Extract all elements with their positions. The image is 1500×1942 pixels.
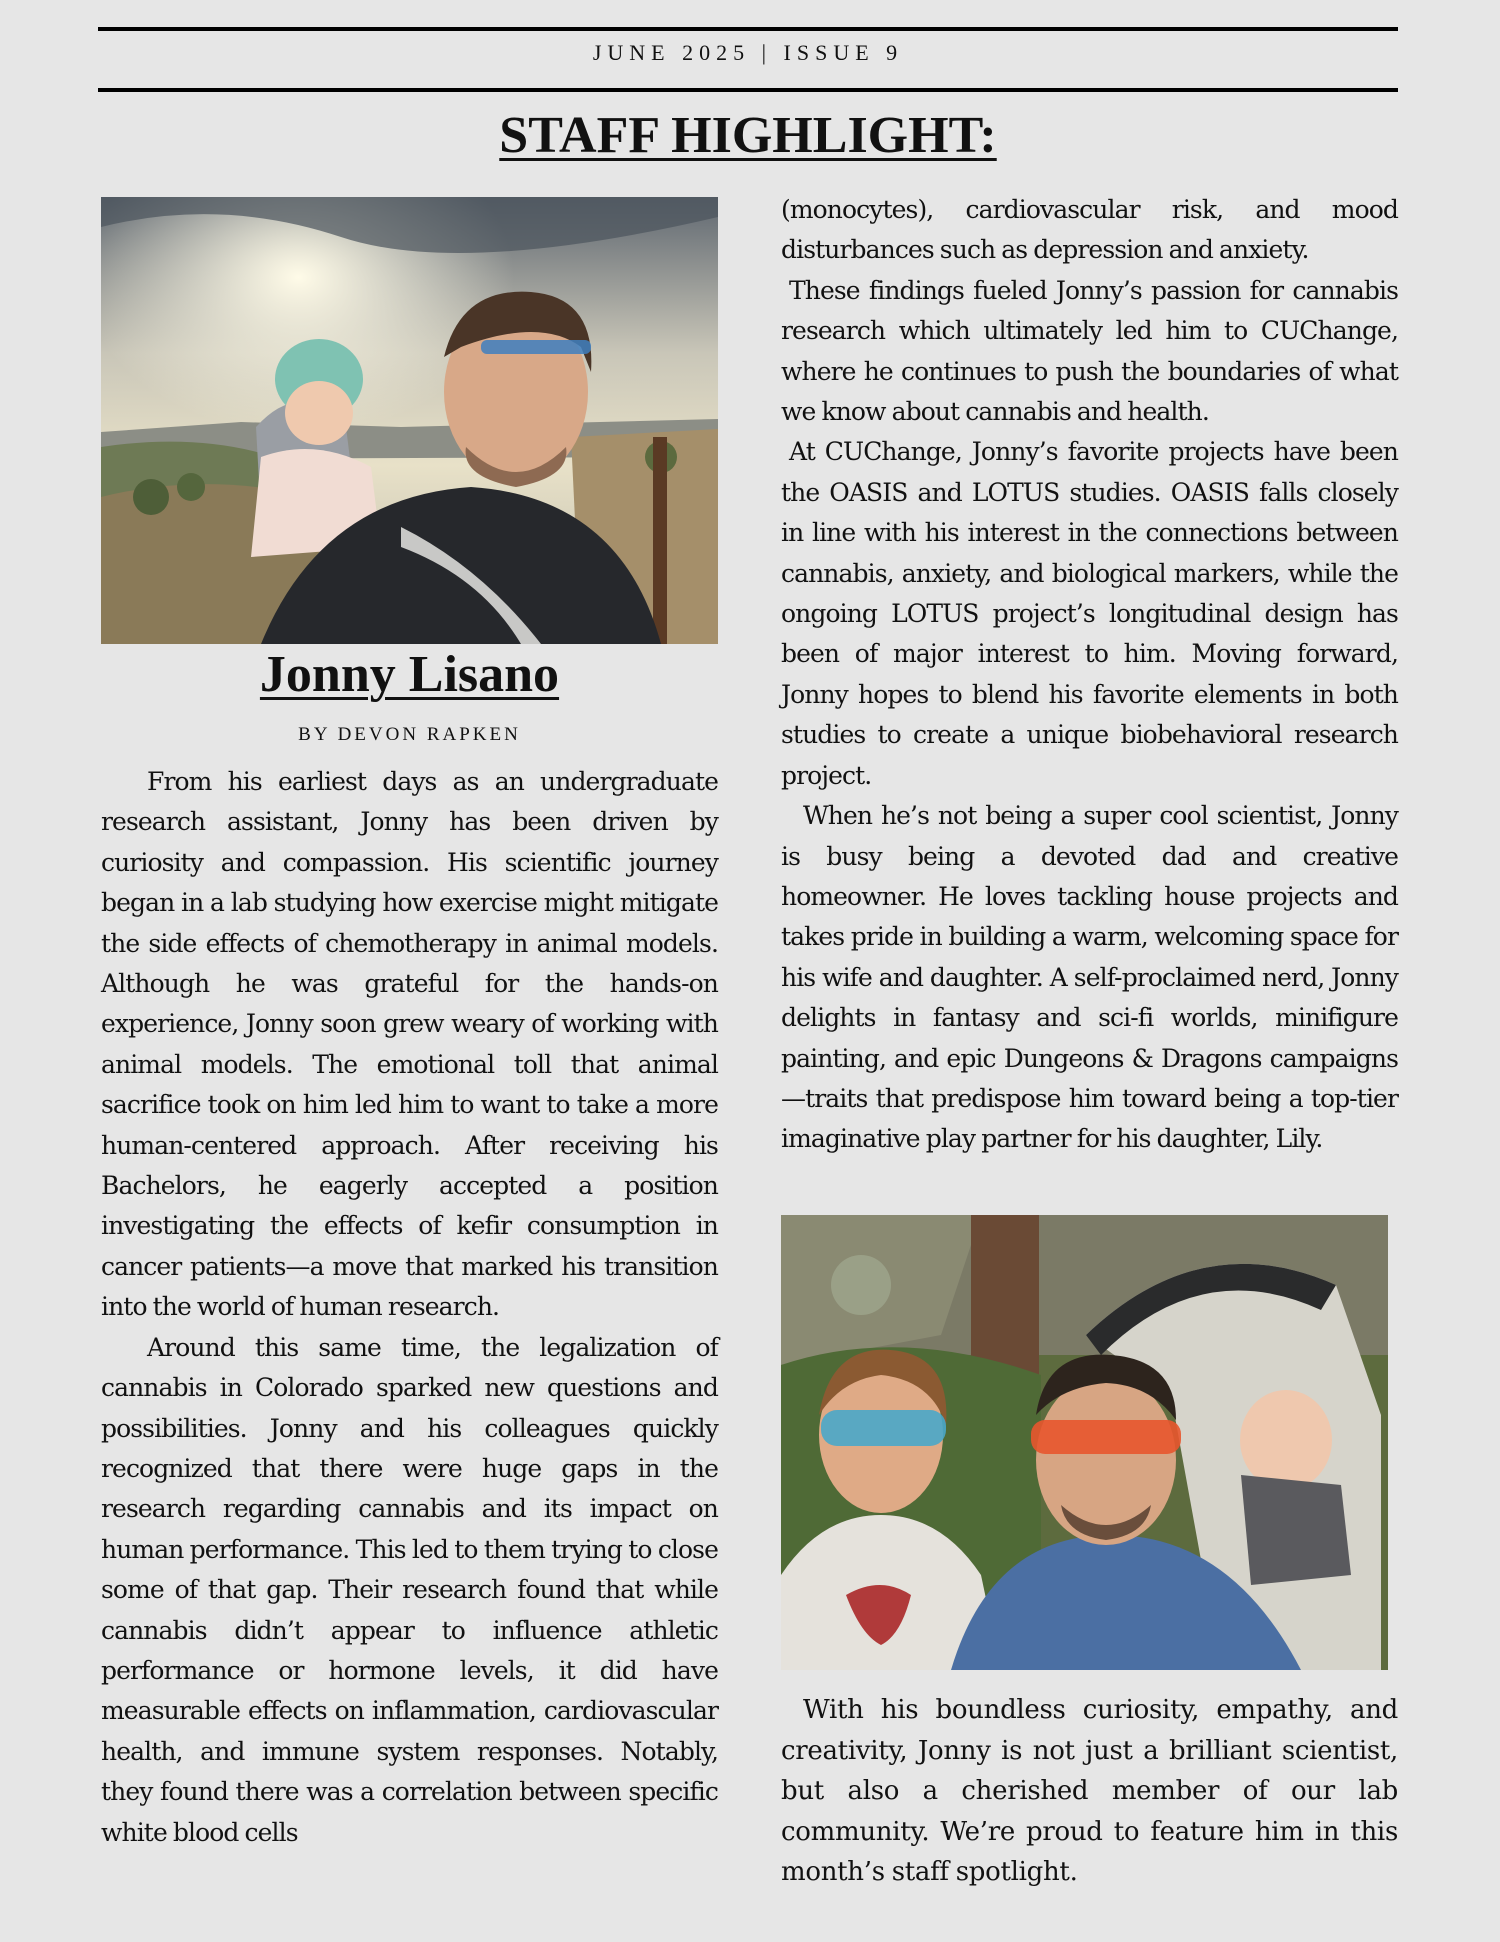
article-paragraph: At CUChange, Jonny’s favorite projects have been the OASIS and LOTUS studies. OASIS falls closely in line with his interest in the connections between cannabis, anxiety, and biological markers, while the ongoing LOTUS project’s longitudinal design has been of major interest to him. Moving forward, Jonny hopes to blend his favorite elements in both studies to create a unique biobehavioral research project. [781, 437, 1398, 790]
top-rule [98, 27, 1398, 31]
photo-hike-with-baby-icon [101, 197, 718, 644]
article-closing [781, 1690, 1398, 1893]
header-rule [98, 88, 1398, 92]
article-paragraph: These findings fueled Jonny’s passion for cannabis research which ultimately led him to CUChange, where he continues to push the boundaries of what we know about cannabis and health. [781, 275, 1398, 427]
article-paragraph: Around this same time, the legalization of cannabis in Colorado sparked new questions and possibilities. Jonny and his colleagues quickly recognized that there were huge gaps in the research regarding cannabis and its impact on human performance. This led to them trying to close some of that gap. Their research found that while cannabis didn’t appear to influence athletic performance or hormone levels, it did have measurable effects on inflammation, cardiovascular health, and immune system responses. Notably, they found there was a correlation between specific white blood cells [101, 1332, 718, 1847]
article-paragraph: From his earliest days as an undergraduate research assistant, Jonny has been driven by curiosity and compassion. His scientific journey began in a lab studying how exercise might mitigate the side effects of chemotherapy in animal models. Although he was grateful for the hands-on experience, Jonny soon grew weary of working with animal models. The emotional toll that animal sacrifice took on him led him to want to take a more human-centered approach. After receiving his Bachelors, he eagerly accepted a position investigating the effects of kefir consumption in cancer patients—a move that marked his transition into the world of human research. [101, 767, 718, 1322]
article-left-column [101, 762, 718, 1853]
article-paragraph: With his boundless curiosity, empathy, and creativity, Jonny is not just a brilliant scientist, but also a cherished member of our lab community. We’re proud to feature him in this month’s staff spotlight. [781, 1695, 1398, 1887]
article-paragraph: When he’s not being a super cool scientist, Jonny is busy being a devoted dad and creative homeowner. He loves tackling house projects and takes pride in building a warm, welcoming space for his wife and daughter. A self-proclaimed nerd, Jonny delights in fantasy and sci-fi worlds, minifigure painting, and epic Dungeons & Dragons campaigns—traits that predispose him toward being a top-tier imaginative play partner for his daughter, Lily. [781, 801, 1398, 1154]
page-title: STAFF HIGHLIGHT: [499, 107, 997, 164]
photo-family-selfie-icon [781, 1215, 1388, 1670]
profile-name: Jonny Lisano [259, 646, 560, 703]
issue-line: JUNE 2025 | ISSUE 9 [592, 40, 904, 65]
article-right-column [781, 190, 1398, 1160]
byline: BY DEVON RAPKEN [298, 724, 521, 745]
article-paragraph: (monocytes), cardiovascular risk, and mood disturbances such as depression and anxiety. [781, 195, 1398, 265]
